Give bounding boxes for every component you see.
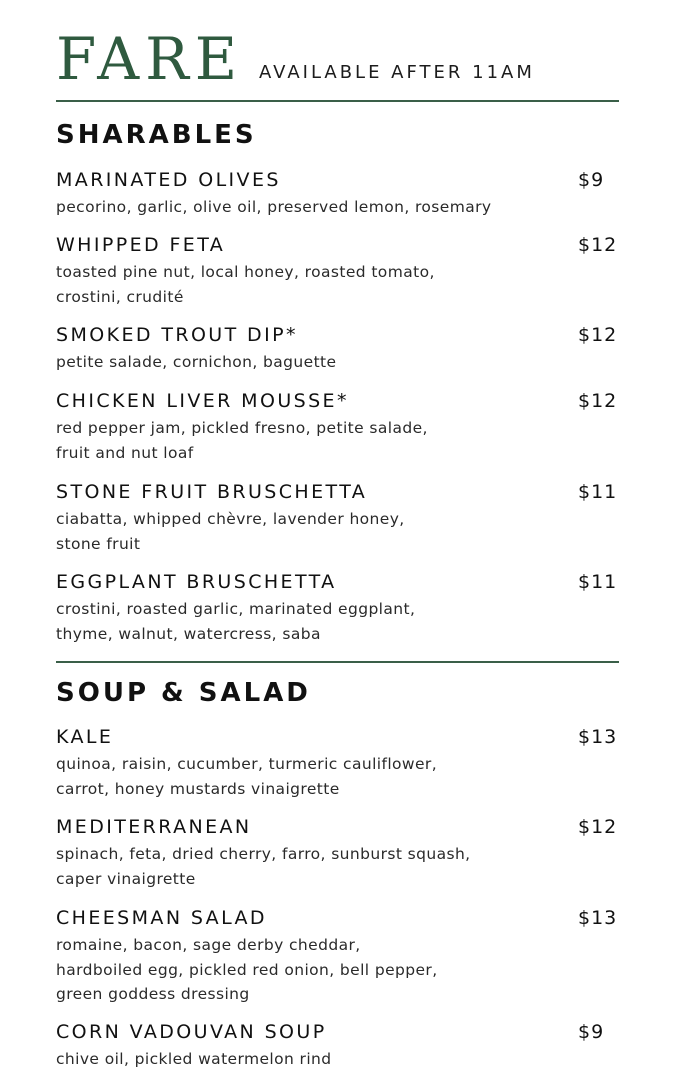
item-description-line: spinach, feta, dried cherry, farro, sunburst squash, [56, 845, 471, 863]
item-description-line: carrot, honey mustards vinaigrette [56, 779, 340, 798]
item-price: $12 [578, 234, 618, 256]
item-description-line: crostini, crudité [56, 287, 184, 306]
item-description [56, 260, 556, 309]
item-description-line: toasted pine nut, local honey, roasted tomato, [56, 263, 435, 281]
item-name: MARINATED OLIVES [56, 169, 281, 191]
item-price: $11 [578, 571, 618, 593]
item-description-line: hardboiled egg, pickled red onion, bell pepper, [56, 960, 438, 979]
item-name: MEDITERRANEAN [56, 816, 252, 838]
item-description [56, 416, 556, 465]
item-description-line: romaine, bacon, sage derby cheddar, [56, 936, 361, 954]
item-description-line: caper vinaigrette [56, 869, 196, 888]
item-price: $12 [578, 324, 618, 346]
item-name: EGGPLANT BRUSCHETTA [56, 571, 337, 593]
divider [56, 100, 619, 102]
item-description-line: fruit and nut loaf [56, 443, 194, 462]
item-description [56, 752, 556, 801]
item-description [56, 597, 556, 646]
item-description-line: red pepper jam, pickled fresno, petite salade, [56, 419, 428, 437]
item-price: $12 [578, 816, 618, 838]
section-title-soup-salad: SOUP & SALAD [56, 678, 311, 708]
item-description [56, 933, 556, 1007]
item-name: CORN VADOUVAN SOUP [56, 1021, 327, 1043]
item-price: $13 [578, 726, 618, 748]
item-name: CHEESMAN SALAD [56, 907, 267, 929]
item-description-line: crostini, roasted garlic, marinated eggplant, [56, 600, 416, 618]
item-name: STONE FRUIT BRUSCHETTA [56, 481, 368, 503]
item-name: WHIPPED FETA [56, 234, 226, 256]
item-price: $9 [578, 169, 605, 191]
item-description-line: green goddess dressing [56, 985, 250, 1003]
item-price: $12 [578, 390, 618, 412]
item-price: $9 [578, 1021, 605, 1043]
item-name: KALE [56, 726, 114, 748]
section-title-sharables: SHARABLES [56, 120, 257, 150]
item-description [56, 842, 556, 891]
item-description [56, 1047, 556, 1072]
item-price: $11 [578, 481, 618, 503]
item-description [56, 350, 556, 375]
item-description-line: petite salade, cornichon, baguette [56, 353, 337, 371]
item-price: $13 [578, 907, 618, 929]
item-description [56, 507, 556, 556]
item-description-line: quinoa, raisin, cucumber, turmeric cauliflower, [56, 755, 438, 773]
item-description-line: stone fruit [56, 534, 141, 553]
menu-availability: AVAILABLE AFTER 11AM [259, 62, 535, 83]
item-description-line: ciabatta, whipped chèvre, lavender honey, [56, 510, 405, 528]
divider [56, 661, 619, 663]
item-description-line: chive oil, pickled watermelon rind [56, 1050, 332, 1068]
menu-title: FARE [56, 25, 244, 93]
item-description-line: pecorino, garlic, olive oil, preserved lemon, rosemary [56, 198, 492, 216]
item-description [56, 195, 556, 220]
menu-header [56, 25, 619, 93]
item-name: CHICKEN LIVER MOUSSE* [56, 390, 349, 412]
item-name: SMOKED TROUT DIP* [56, 324, 298, 346]
item-description-line: thyme, walnut, watercress, saba [56, 624, 321, 643]
